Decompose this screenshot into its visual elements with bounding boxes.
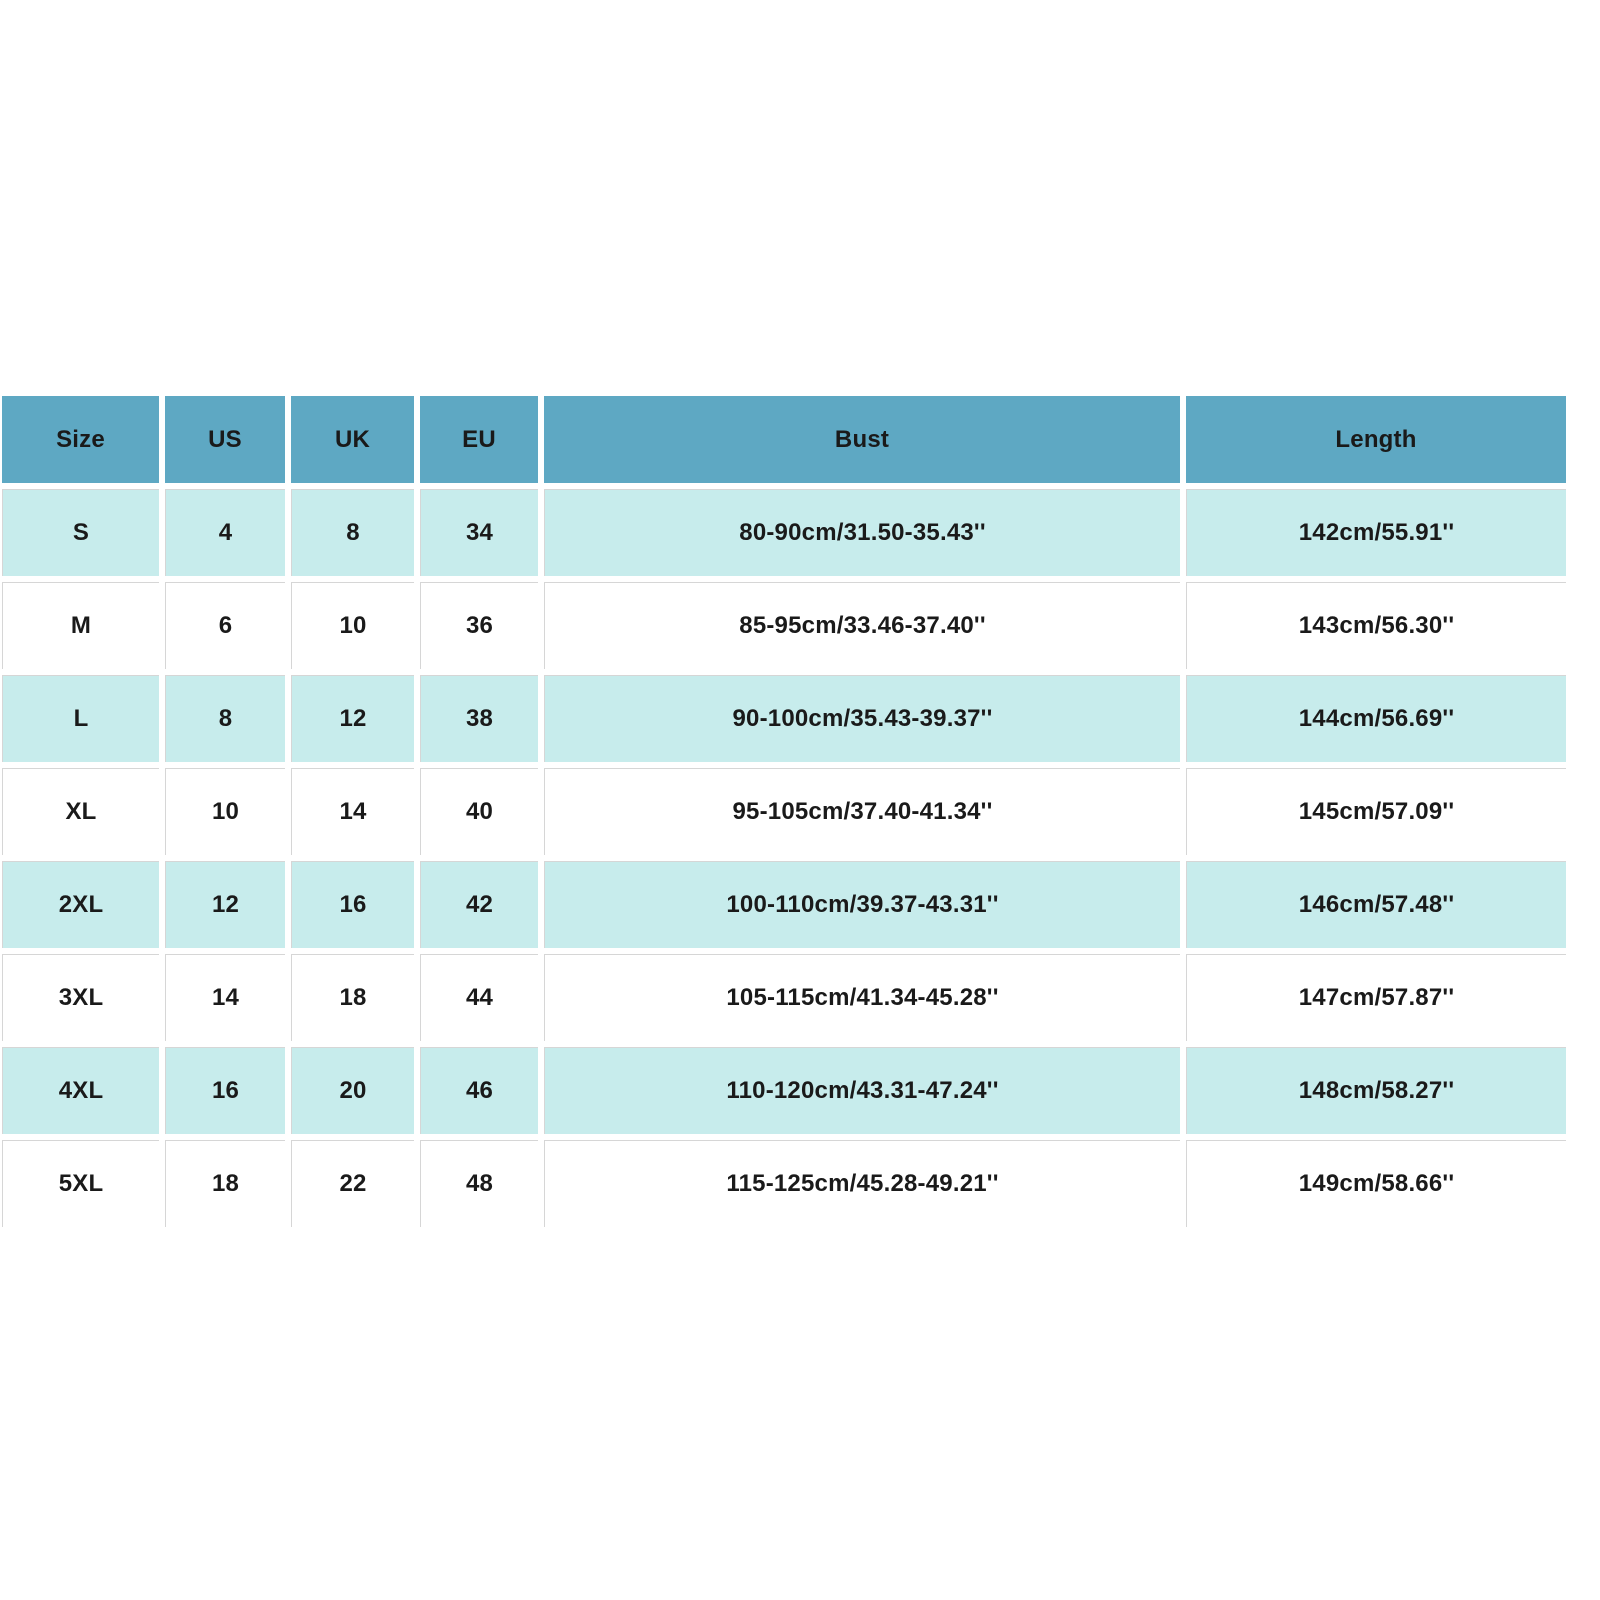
cell-bust: 95-105cm/37.40-41.34''	[544, 768, 1180, 855]
size-chart-table	[0, 390, 1572, 1233]
table-row	[2, 675, 1566, 762]
table-body	[2, 489, 1566, 1227]
cell-size: 4XL	[2, 1047, 159, 1134]
cell-eu: 36	[420, 582, 538, 669]
cell-uk: 18	[291, 954, 414, 1041]
cell-us: 6	[165, 582, 285, 669]
cell-bust: 105-115cm/41.34-45.28''	[544, 954, 1180, 1041]
table-row	[2, 1047, 1566, 1134]
cell-size: XL	[2, 768, 159, 855]
cell-bust: 100-110cm/39.37-43.31''	[544, 861, 1180, 948]
cell-uk: 20	[291, 1047, 414, 1134]
cell-us: 12	[165, 861, 285, 948]
cell-length: 142cm/55.91''	[1186, 489, 1566, 576]
cell-bust: 115-125cm/45.28-49.21''	[544, 1140, 1180, 1227]
cell-size: M	[2, 582, 159, 669]
cell-us: 10	[165, 768, 285, 855]
cell-uk: 16	[291, 861, 414, 948]
cell-eu: 46	[420, 1047, 538, 1134]
cell-uk: 14	[291, 768, 414, 855]
cell-uk: 22	[291, 1140, 414, 1227]
cell-length: 144cm/56.69''	[1186, 675, 1566, 762]
cell-size: S	[2, 489, 159, 576]
cell-bust: 90-100cm/35.43-39.37''	[544, 675, 1180, 762]
cell-us: 14	[165, 954, 285, 1041]
cell-size: 2XL	[2, 861, 159, 948]
cell-length: 143cm/56.30''	[1186, 582, 1566, 669]
cell-length: 147cm/57.87''	[1186, 954, 1566, 1041]
header-row	[2, 396, 1566, 483]
table-row	[2, 954, 1566, 1041]
table-header	[2, 396, 1566, 483]
header-size: Size	[2, 396, 159, 483]
table-row	[2, 1140, 1566, 1227]
header-bust: Bust	[544, 396, 1180, 483]
cell-us: 4	[165, 489, 285, 576]
header-length: Length	[1186, 396, 1566, 483]
cell-eu: 38	[420, 675, 538, 762]
header-us: US	[165, 396, 285, 483]
cell-eu: 48	[420, 1140, 538, 1227]
cell-eu: 40	[420, 768, 538, 855]
cell-size: L	[2, 675, 159, 762]
cell-uk: 10	[291, 582, 414, 669]
cell-bust: 110-120cm/43.31-47.24''	[544, 1047, 1180, 1134]
cell-bust: 85-95cm/33.46-37.40''	[544, 582, 1180, 669]
cell-eu: 44	[420, 954, 538, 1041]
cell-size: 5XL	[2, 1140, 159, 1227]
header-eu: EU	[420, 396, 538, 483]
cell-uk: 8	[291, 489, 414, 576]
cell-uk: 12	[291, 675, 414, 762]
cell-length: 148cm/58.27''	[1186, 1047, 1566, 1134]
cell-eu: 42	[420, 861, 538, 948]
cell-eu: 34	[420, 489, 538, 576]
cell-us: 8	[165, 675, 285, 762]
table-row	[2, 582, 1566, 669]
table-row	[2, 768, 1566, 855]
table-row	[2, 489, 1566, 576]
cell-size: 3XL	[2, 954, 159, 1041]
header-uk: UK	[291, 396, 414, 483]
cell-us: 16	[165, 1047, 285, 1134]
cell-length: 146cm/57.48''	[1186, 861, 1566, 948]
cell-length: 149cm/58.66''	[1186, 1140, 1566, 1227]
table-row	[2, 861, 1566, 948]
cell-bust: 80-90cm/31.50-35.43''	[544, 489, 1180, 576]
cell-length: 145cm/57.09''	[1186, 768, 1566, 855]
cell-us: 18	[165, 1140, 285, 1227]
